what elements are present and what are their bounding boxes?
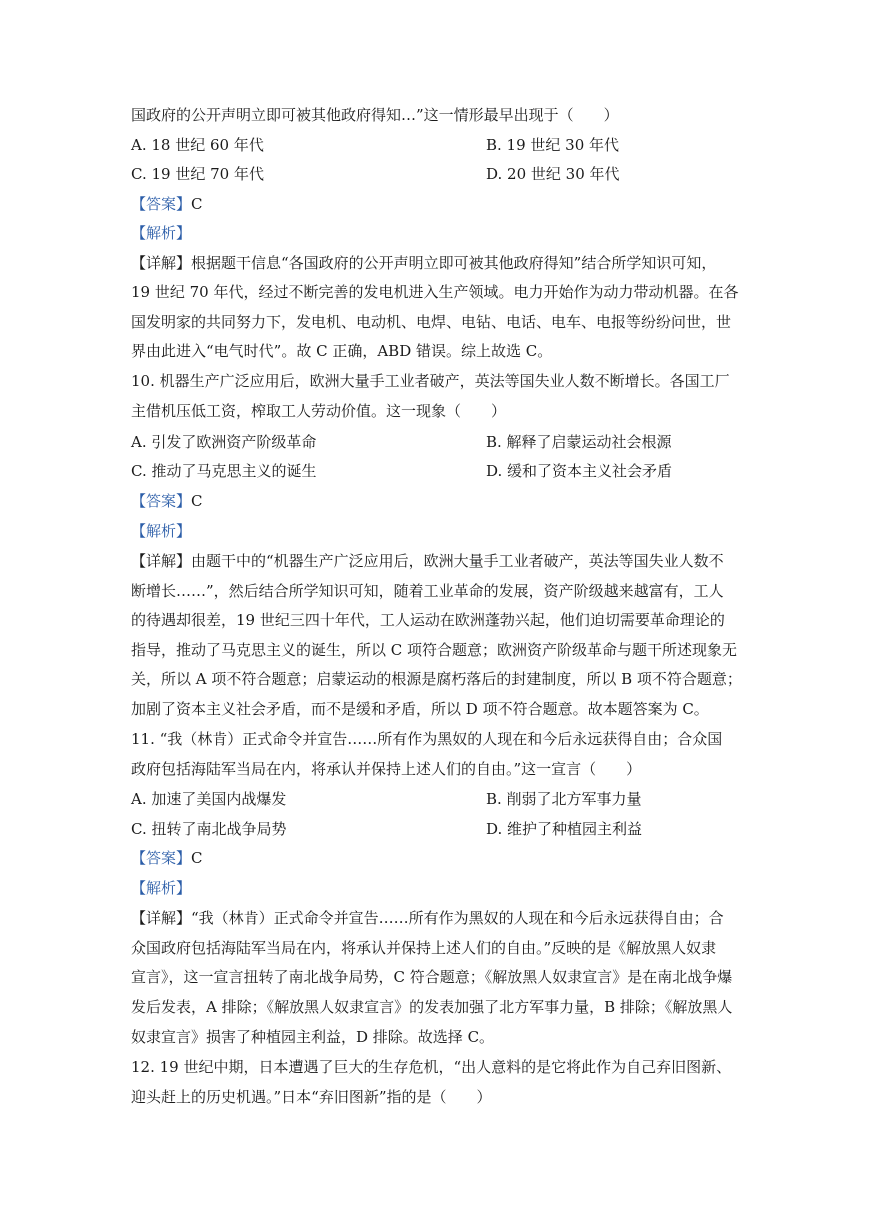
q9-answer-label: 【答案】: [131, 195, 192, 213]
q10-detail-line-2: 断增长……”，然后结合所学知识可知，随着工业革命的发展，资产阶级越来越富有，工人: [131, 582, 724, 600]
q11-detail-line-2: 众国政府包括海陆军当局在内，将承认并保持上述人们的自由。”反映的是《解放黑人奴隶: [131, 939, 717, 957]
q11-detail-line-5: 奴隶宣言》损害了种植园主利益，D 排除。故选择 C。: [131, 1028, 495, 1046]
q10-stem-line-1: 10. 机器生产广泛应用后，欧洲大量手工业者破产，英法等国失业人数不断增长。各国工厂: [131, 372, 730, 390]
q10-answer-value: C: [191, 492, 203, 510]
q10-option-b: B. 解释了启蒙运动社会根源: [486, 433, 672, 451]
q9-option-d: D. 20 世纪 30 年代: [486, 165, 620, 183]
q11-answer-label: 【答案】: [131, 849, 192, 867]
q9-detail-line-2: 19 世纪 70 年代，经过不断完善的发电机进入生产领域。电力开始作为动力带动机器。在各: [131, 283, 739, 301]
q9-option-a: A. 18 世纪 60 年代: [131, 136, 264, 154]
q11-stem-line-1: 11. “我（林肯）正式命令并宣告……所有作为黑奴的人现在和今后永远获得自由；合众国: [131, 730, 723, 748]
q10-detail-line-1: 【详解】由题干中的“机器生产广泛应用后，欧洲大量手工业者破产，英法等国失业人数不: [131, 552, 724, 570]
q11-stem-line-2: 政府包括海陆军当局在内，将承认并保持上述人们的自由。”这一宣言（ ）: [131, 760, 642, 778]
q9-answer: [131, 194, 203, 214]
q9-detail-line-3: 国发明家的共同努力下，发电机、电动机、电焊、电钻、电话、电车、电报等纷纷问世，世: [131, 313, 732, 331]
q10-option-c: C. 推动了马克思主义的诞生: [131, 462, 317, 480]
q9-answer-value: C: [191, 195, 203, 213]
q11-answer: [131, 848, 203, 868]
q11-option-b: B. 削弱了北方军事力量: [486, 790, 642, 808]
q11-option-c: C. 扭转了南北战争局势: [131, 820, 287, 838]
q9-detail-line-1: 【详解】根据题干信息“各国政府的公开声明立即可被其他政府得知”结合所学知识可知，: [131, 254, 717, 272]
q11-analysis-label: 【解析】: [131, 879, 192, 897]
q10-detail-line-5: 关，所以 A 项不符合题意；启蒙运动的根源是腐朽落后的封建制度，所以 B 项不符合题意；: [131, 670, 742, 688]
q11-detail-line-3: 宣言》，这一宣言扭转了南北战争局势，C 符合题意；《解放黑人奴隶宣言》是在南北战争爆: [131, 968, 733, 986]
q9-stem-tail: 国政府的公开声明立即可被其他政府得知…”这一情形最早出现于（ ）: [131, 106, 619, 124]
q10-detail-line-6: 加剧了资本主义社会矛盾，而不是缓和矛盾，所以 D 项不符合题意。故本题答案为 C。: [131, 700, 709, 718]
q10-analysis-label: 【解析】: [131, 522, 192, 540]
q10-option-a: A. 引发了欧洲资产阶级革命: [131, 433, 317, 451]
q10-answer-label: 【答案】: [131, 492, 192, 510]
q11-answer-value: C: [191, 849, 203, 867]
q11-option-d: D. 维护了种植园主利益: [486, 820, 643, 838]
q10-answer: [131, 491, 203, 511]
q10-detail-line-4: 指导，推动了马克思主义的诞生，所以 C 项符合题意；欧洲资产阶级革命与题干所述现象无: [131, 641, 738, 659]
q9-option-b: B. 19 世纪 30 年代: [486, 136, 620, 154]
q10-detail-line-3: 的待遇却很差，19 世纪三四十年代，工人运动在欧洲蓬勃兴起，他们迫切需要革命理论的: [131, 611, 725, 629]
q10-stem-line-2: 主借机压低工资，榨取工人劳动价值。这一现象（ ）: [131, 402, 507, 420]
q12-stem-line-2: 迎头赶上的历史机遇。”日本“弃旧图新”指的是（ ）: [131, 1088, 492, 1106]
q9-analysis-label: 【解析】: [131, 224, 192, 242]
q10-option-d: D. 缓和了资本主义社会矛盾: [486, 462, 673, 480]
q9-option-c: C. 19 世纪 70 年代: [131, 165, 264, 183]
q12-stem-line-1: 12. 19 世纪中期，日本遭遇了巨大的生存危机，“出人意料的是它将此作为自己弃旧图新、: [131, 1058, 732, 1076]
q11-detail-line-1: 【详解】“我（林肯）正式命令并宣告……所有作为黑奴的人现在和今后永远获得自由；合: [131, 909, 724, 927]
q11-option-a: A. 加速了美国内战爆发: [131, 790, 287, 808]
q11-detail-line-4: 发后发表，A 排除；《解放黑人奴隶宣言》的发表加强了北方军事力量，B 排除；《解放黑人: [131, 998, 733, 1016]
q9-detail-line-4: 界由此进入“电气时代”。故 C 正确，ABD 错误。综上故选 C。: [131, 342, 553, 360]
